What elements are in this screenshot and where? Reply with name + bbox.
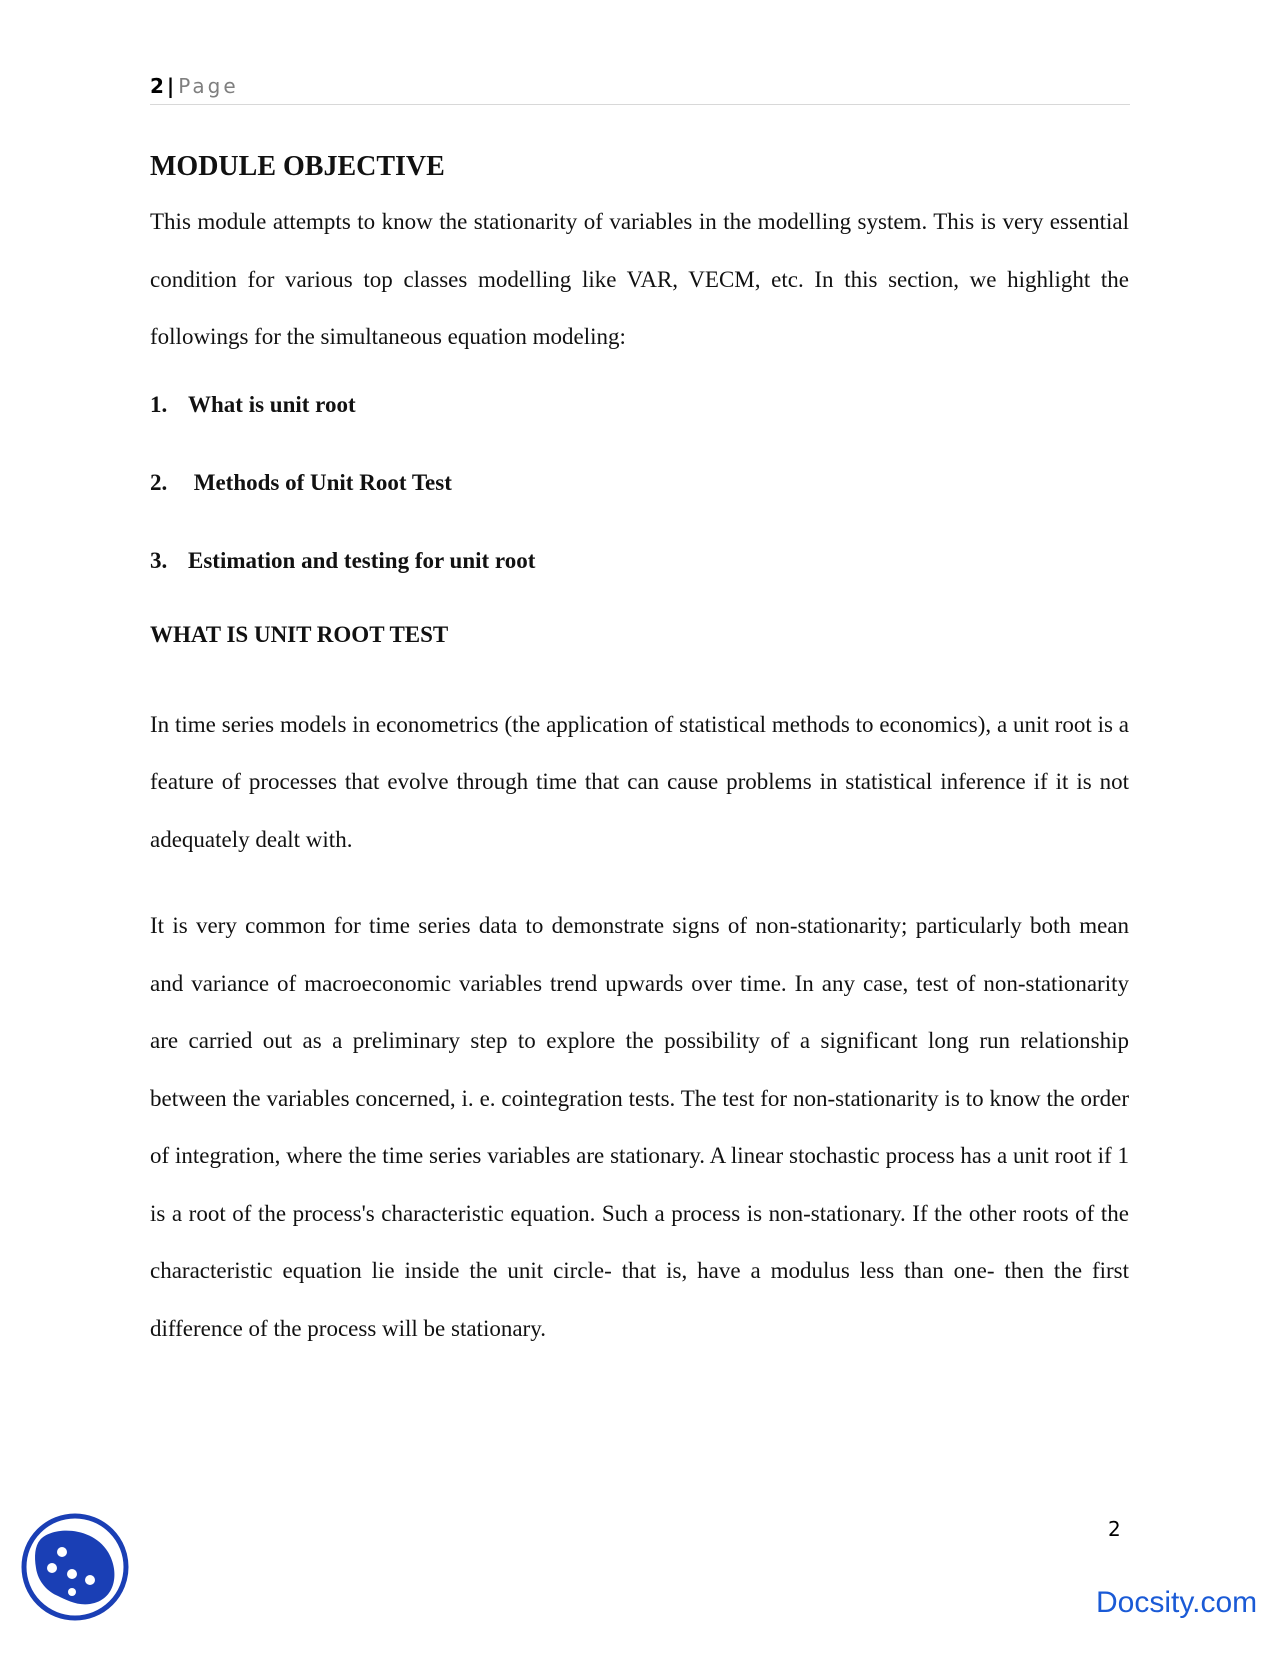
header-page-number: 2 <box>150 74 164 98</box>
topic-item <box>150 466 1129 544</box>
topic-item <box>150 388 1129 466</box>
document-body <box>150 145 1129 1357</box>
topic-item <box>150 544 1129 622</box>
section-paragraph: In time series models in econometrics (the application of statistical methods to economics), a unit root is a feature of processes that evolve through time that can cause problems in statistical inference if it is not adequately dealt with. <box>150 711 1129 852</box>
topics-list <box>150 388 1129 622</box>
header-page-word: Page <box>178 74 239 98</box>
header-separator: | <box>166 74 175 98</box>
topic-number: 1. <box>150 391 168 417</box>
docsity-logo-icon[interactable] <box>20 1512 130 1622</box>
module-objective-title: MODULE OBJECTIVE <box>150 151 445 182</box>
footer-page-number: 2 <box>1108 1517 1121 1541</box>
topic-number: 3. <box>150 547 168 573</box>
section-paragraph: It is very common for time series data to demonstrate signs of non-stationarity; particularly both mean and variance of macroeconomic variables trend upwards over time. In any case, test of non-stationarity are carried out as a preliminary step to explore the possibility of a significant long run relationship between the variables concerned, i. e. cointegration tests. The test for non-stationarity is to know the order of integration, where the time series variables are stationary. A linear stochastic process has a unit root if 1 is a root of the process's characteristic equation. Such a process is non-stationary. If the other roots of the characteristic equation lie inside the unit circle- that is, have a modulus less than one- then the first difference of the process will be stationary. <box>150 913 1129 1341</box>
topics-list-wrapper <box>150 388 1129 622</box>
topic-label: Estimation and testing for unit root <box>188 547 536 573</box>
page-header <box>150 74 1130 105</box>
section-heading: WHAT IS UNIT ROOT TEST <box>150 621 449 647</box>
topic-label: Methods of Unit Root Test <box>188 469 452 495</box>
docsity-brand-link[interactable]: Docsity.com <box>1096 1586 1258 1619</box>
topic-number: 2. <box>150 469 168 495</box>
topic-label: What is unit root <box>188 391 356 417</box>
module-objective-text: This module attempts to know the stationarity of variables in the modelling system. This is very essential condition for various top classes modelling like VAR, VECM, etc. In this section, we highlight the followings for the simultaneous equation modeling: <box>150 209 1129 349</box>
